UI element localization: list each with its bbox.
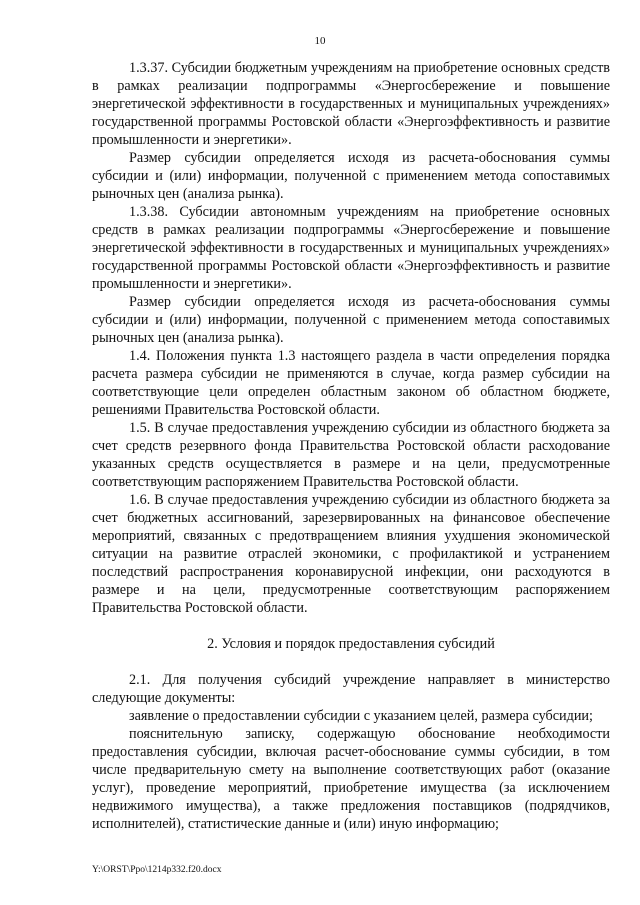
paragraph-1-3-38: 1.3.38. Субсидии автономным учреждениям на приобретение основных средств в рамках реализации подпрограммы «Энергосбережение и повышение энергетической эффективности в государственных и муниципальных учреждениях» государственной программы Ростовской области «Энергоэффективность и развитие промышленности и энергетики». [92,204,610,292]
paragraph-1-4: 1.4. Положения пункта 1.3 настоящего раздела в части определения порядка расчета размера субсидии не применяются в случае, когда размер субсидии на соответствующие цели определен областным законом об областном бюджете, решениями Правительства Ростовской области. [92,348,610,418]
paragraph-size-2: Размер субсидии определяется исходя из расчета-обоснования суммы субсидии и (или) информации, полученной с применением метода сопоставимых рыночных цен (анализа рынка). [92,294,610,346]
paragraph-1-5: 1.5. В случае предоставления учреждению субсидии из областного бюджета за счет средств резервного фонда Правительства Ростовской области расходование указанных средств осуществляется в размере и на цели, предусмотренные соответствующим распоряжением Правительства Ростовской области. [92,420,610,490]
paragraph-2-1: 2.1. Для получения субсидий учреждение направляет в министерство следующие документы: [92,672,610,706]
paragraph-size-1: Размер субсидии определяется исходя из расчета-обоснования суммы субсидии и (или) информации, полученной с применением метода сопоставимых рыночных цен (анализа рынка). [92,150,610,202]
file-path-footer: Y:\ORST\Ppo\1214p332.f20.docx [92,865,222,875]
paragraph-1-3-37: 1.3.37. Субсидии бюджетным учреждениям на приобретение основных средств в рамках реализации подпрограммы «Энергосбережение и повышение энергетической эффективности в государственных и муниципальных учреждениях» государственной программы Ростовской области «Энергоэффективность и развитие промышленности и энергетики». [92,60,610,148]
paragraph-1-6: 1.6. В случае предоставления учреждению субсидии из областного бюджета за счет бюджетных ассигнований, зарезервированных на финансовое обеспечение мероприятий, связанных с предотвращением влияния ухудшения экономической ситуации на развитие отраслей экономики, с профилактикой и устранением последствий распространения коронавирусной инфекции, они расходуются в размере и на цели, предусмотренные соответствующим распоряжением Правительства Ростовской области. [92,492,610,616]
paragraph-application: заявление о предоставлении субсидии с указанием целей, размера субсидии; [129,708,593,724]
page-number: 10 [314,35,326,47]
document-body [92,59,610,833]
section-heading: 2. Условия и порядок предоставления субсидий [207,636,495,652]
paragraph-explanatory-note: пояснительную записку, содержащую обоснование необходимости предоставления субсидии, включая расчет-обоснование суммы субсидии, в том числе предварительную смету на выполнение соответствующих работ (оказание услуг), проведение мероприятий, приобретение имущества (за исключением недвижимого имущества), а также предложения поставщиков (подрядчиков, исполнителей), статистические данные и (или) иную информацию; [92,726,610,832]
